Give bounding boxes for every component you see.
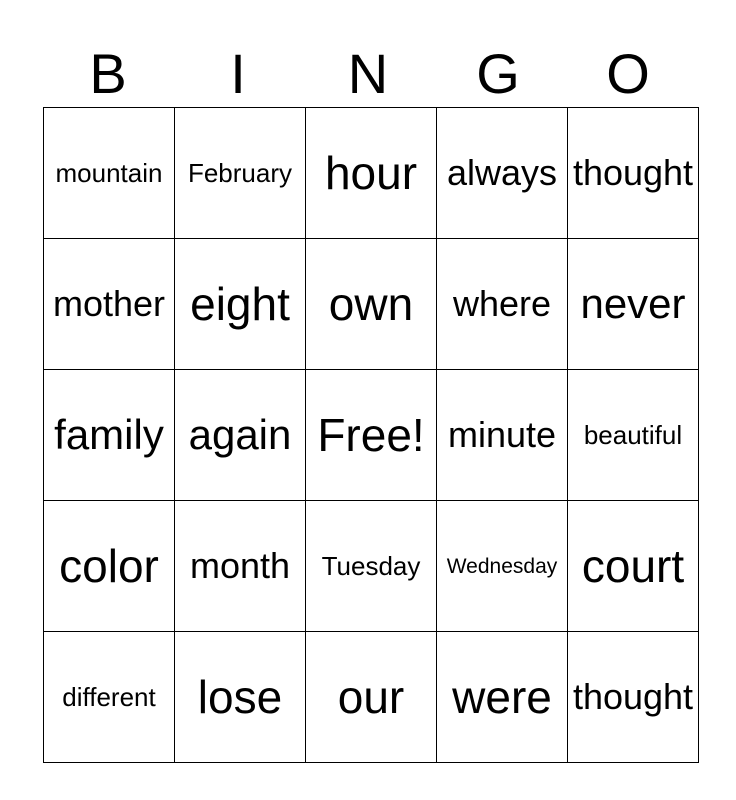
header-letter-n: N bbox=[347, 42, 389, 105]
bingo-cell: thought bbox=[568, 632, 699, 763]
bingo-cell: never bbox=[568, 239, 699, 370]
board-row bbox=[44, 501, 699, 632]
bingo-cell: hour bbox=[306, 108, 437, 239]
bingo-cell: our bbox=[306, 632, 437, 763]
bingo-cell: again bbox=[175, 370, 306, 501]
bingo-cell: always bbox=[437, 108, 568, 239]
bingo-cell: where bbox=[437, 239, 568, 370]
bingo-cell: beautiful bbox=[568, 370, 699, 501]
bingo-cell: Wednesday bbox=[437, 501, 568, 632]
header-letter-o: O bbox=[606, 42, 650, 105]
board-row bbox=[44, 108, 699, 239]
free-space-cell: Free! bbox=[306, 370, 437, 501]
bingo-cell: eight bbox=[175, 239, 306, 370]
bingo-cell: mountain bbox=[44, 108, 175, 239]
board-row bbox=[44, 370, 699, 501]
header-letter-i: I bbox=[230, 42, 246, 105]
bingo-cell: mother bbox=[44, 239, 175, 370]
bingo-cell: court bbox=[568, 501, 699, 632]
bingo-cell: February bbox=[175, 108, 306, 239]
board-row bbox=[44, 239, 699, 370]
bingo-cell: family bbox=[44, 370, 175, 501]
bingo-header bbox=[43, 40, 693, 108]
bingo-board bbox=[43, 107, 699, 763]
bingo-cell: were bbox=[437, 632, 568, 763]
bingo-cell: lose bbox=[175, 632, 306, 763]
bingo-cell: different bbox=[44, 632, 175, 763]
header-letter-b: B bbox=[89, 42, 127, 105]
bingo-cell: minute bbox=[437, 370, 568, 501]
bingo-cell: Tuesday bbox=[306, 501, 437, 632]
board-row bbox=[44, 632, 699, 763]
bingo-cell: thought bbox=[568, 108, 699, 239]
bingo-cell: own bbox=[306, 239, 437, 370]
bingo-cell: color bbox=[44, 501, 175, 632]
header-letter-g: G bbox=[476, 42, 520, 105]
bingo-cell: month bbox=[175, 501, 306, 632]
